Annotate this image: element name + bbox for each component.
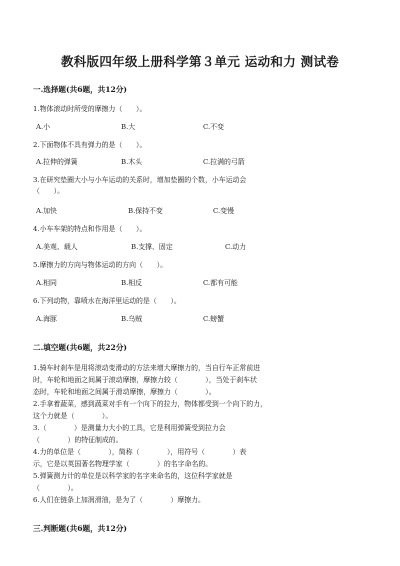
option-c: C.变慢 [213, 207, 234, 215]
option-b: B.保持不变 [128, 207, 163, 215]
option-c: C.动力 [225, 243, 246, 251]
option-c: C.螃蟹 [203, 315, 224, 323]
fill-line: 1.骑车时刹车是用将滚动变滑动的方法来增大摩擦力的，当自行车正常前进 [33, 364, 261, 372]
section-heading-judge: 三.判断题(共6题，共12分) [33, 524, 128, 533]
option-a: A.相同 [36, 279, 57, 287]
option-a: A.海豚 [36, 315, 57, 323]
option-b: B.支撑、固定 [131, 243, 173, 251]
fill-line: （ ）的特征制成的。 [33, 436, 123, 444]
question-stem-continued: （ ）。 [33, 187, 65, 195]
option-c: C.都有可能 [203, 279, 238, 287]
fill-line: 时，车轮和地面之间属于滚动摩擦，摩擦力较（ ），当处于刹车状 [33, 376, 257, 384]
question-stem: 1.物体滚动时所受的摩擦力（ ）。 [33, 105, 147, 113]
option-a: A.美观、载人 [36, 243, 78, 251]
option-b: B.相反 [121, 279, 143, 287]
fill-line: 5.弹簧测力计的单位是以科学家的名字来命名的，这位科学家就是 [33, 472, 233, 480]
fill-line: 6.人们在链条上加润滑油，是为了（ ）摩擦力。 [33, 496, 205, 504]
option-b: B.乌贼 [121, 315, 143, 323]
option-a: A.拉伸的弹簧 [36, 158, 78, 166]
option-a: A.加快 [36, 207, 57, 215]
option-c: C.不变 [203, 123, 224, 131]
option-b: B.大 [121, 123, 136, 131]
fill-line: 示，它是以英国著名物理学家（ ）的名字命名的。 [33, 460, 213, 468]
question-stem: 2.下面物体不具有弹力的是（ ）。 [33, 141, 147, 149]
fill-line: 3.（ ）是测量力大小的工具，它是利用弹簧受到拉力会 [33, 424, 226, 432]
fill-line: 这个力就是（ ）。 [33, 412, 113, 420]
question-stem: 4.小车车架的特点和作用是（ ）。 [33, 225, 147, 233]
option-b: B.木头 [121, 158, 143, 166]
fill-line: 态时，车轮和地面之间属于滑动摩擦，摩擦力（ ）。 [33, 388, 216, 396]
fill-line: 2.手拿着蔬菜，感到蔬菜对手有一个向下的拉力，物体都受到一个向下的力， [33, 400, 267, 408]
section-heading-choice: 一.选择题(共6题，共12分) [33, 85, 128, 94]
question-stem: 5.摩擦力的方向与物体运动的方向（ ）。 [33, 261, 168, 269]
question-stem: 3.在研究垫圈大小与小车运动的关系时，增加垫圈的个数，小车运动会 [33, 176, 247, 184]
option-c: C.拉满的弓箭 [203, 158, 245, 166]
question-stem: 6.下列动物，靠喷水在海洋里运动的是（ ）。 [33, 297, 181, 305]
fill-line: 4.力的单位是（ ），简称（ ），用符号（ ）表 [33, 448, 247, 456]
page-title: 教科版四年级上册科学第３单元 运动和力 测试卷 [60, 54, 340, 69]
option-a: A.小 [36, 123, 51, 131]
fill-line: （ ）。 [33, 484, 78, 492]
section-heading-fill: 二.填空题(共6题，共22分) [33, 343, 128, 352]
